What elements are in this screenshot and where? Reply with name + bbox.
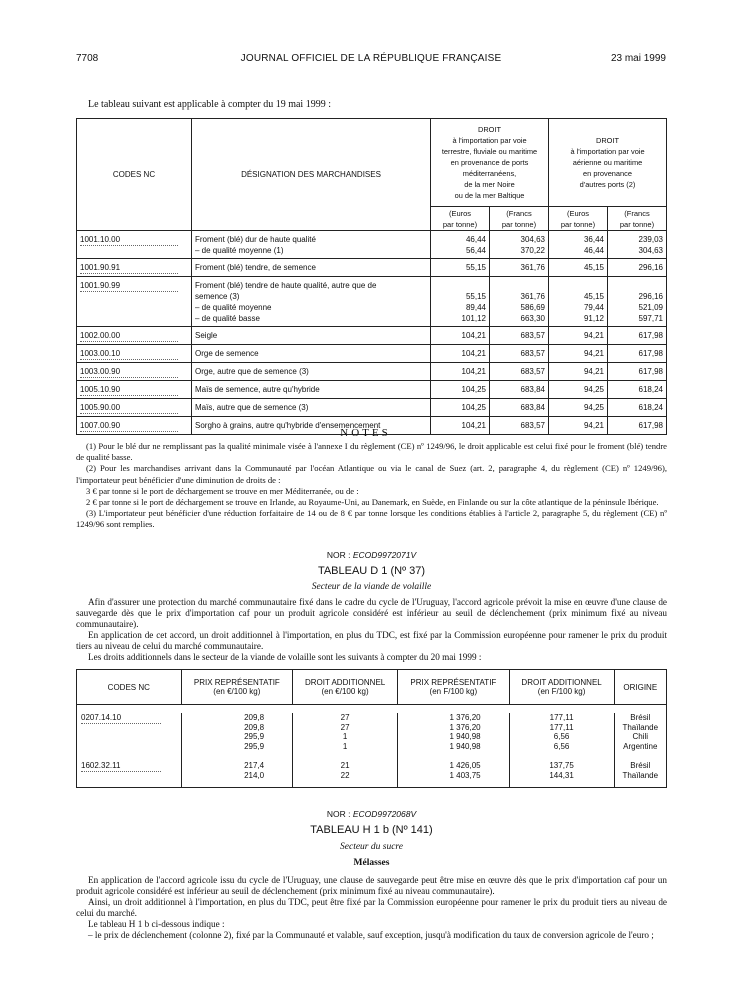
spacer-cell xyxy=(77,705,667,714)
duty-value xyxy=(552,280,604,291)
nc-code: 1005.90.00 xyxy=(80,402,178,414)
duty-eur-a xyxy=(431,399,490,417)
duty-frf-a xyxy=(490,363,549,381)
header-euros-b xyxy=(549,207,608,231)
header-line: DROIT xyxy=(478,125,501,134)
cell-value: 6,56 xyxy=(553,741,570,751)
duty-frf-a xyxy=(490,327,549,345)
duty-value: 101,12 xyxy=(461,314,486,323)
intro-text: Le tableau suivant est applicable à compter du 19 mai 1999 : xyxy=(88,99,331,110)
table-d1-subtitle: Secteur de la viande de volaille xyxy=(311,582,432,592)
duty-value: 104,21 xyxy=(461,421,486,430)
nc-code: 1001.90.99 xyxy=(80,280,178,292)
codes-cell xyxy=(77,381,192,399)
header-line: en provenance xyxy=(583,169,632,178)
nor-label: NOR : xyxy=(326,809,351,819)
codes-cell xyxy=(77,327,192,345)
unit-line: par tonne) xyxy=(501,219,537,229)
codes-cell xyxy=(77,713,182,761)
designation-cell xyxy=(192,363,431,381)
cell-value: Brésil xyxy=(630,761,651,771)
header-line: aérienne ou maritime xyxy=(572,158,643,167)
duty-value: 683,57 xyxy=(520,349,545,358)
duty-value: 683,84 xyxy=(520,403,545,412)
duty-frf-b xyxy=(608,363,667,381)
duty-value: 94,25 xyxy=(583,403,604,412)
table-row xyxy=(77,713,667,761)
cell-value: Argentine xyxy=(623,741,658,751)
duty-value: 296,16 xyxy=(638,292,663,301)
duty-value: 239,03 xyxy=(638,235,663,244)
duty-value: 94,25 xyxy=(583,385,604,394)
notes-block xyxy=(76,441,667,531)
designation-cell xyxy=(192,231,431,259)
nor-reference-d1 xyxy=(76,550,667,560)
paragraph: – le prix de déclenchement (colonne 2), fixé par la Communauté et valable, sauf exception, jusqu'à modification du taux de conversion agricole de l'euro ; xyxy=(88,930,654,940)
duty-value: 521,09 xyxy=(638,303,663,312)
spacer-row xyxy=(77,705,667,714)
header-line: ORIGINE xyxy=(623,682,658,692)
column-header xyxy=(293,670,398,705)
duty-eur-a xyxy=(431,259,490,277)
duty-eur-a xyxy=(431,231,490,259)
header-line: CODES NC xyxy=(107,682,150,692)
duty-value: 618,24 xyxy=(638,385,663,394)
journal-title: JOURNAL OFFICIEL DE LA RÉPUBLIQUE FRANÇAISE xyxy=(240,53,502,64)
poultry-duty-table xyxy=(76,669,667,788)
header-line: méditerranéens, xyxy=(462,169,517,178)
duty-value: 104,21 xyxy=(461,331,486,340)
designation-line: Froment (blé) dur de haute qualité xyxy=(195,235,316,244)
note-paragraph: 3 € par tonne si le port de déchargement se trouve en mer Méditerranée, ou de : xyxy=(86,485,359,496)
duty-frf-b xyxy=(608,231,667,259)
table-d1-title: TABLEAU D 1 (Nº 37) xyxy=(317,565,426,577)
issue-date: 23 mai 1999 xyxy=(610,53,666,64)
duty-value: 104,21 xyxy=(461,349,486,358)
table-row xyxy=(77,231,667,259)
cell-value: 295,9 xyxy=(244,741,265,751)
header-line: de la mer Noire xyxy=(464,180,515,189)
duty-eur-b xyxy=(549,327,608,345)
duty-value: 94,21 xyxy=(583,331,604,340)
header-line: DROIT ADDITIONNEL xyxy=(521,678,602,687)
nc-code: 1003.00.90 xyxy=(80,366,178,378)
cell-droit-frf xyxy=(509,713,614,761)
designation-line: Froment (blé) tendre de haute qualité, autre que de xyxy=(195,281,377,290)
duty-frf-b xyxy=(608,277,667,327)
section-d1-text xyxy=(76,597,667,663)
duty-eur-a xyxy=(431,363,490,381)
cell-origine xyxy=(614,713,666,761)
cell-prix-eur xyxy=(181,713,293,761)
duty-frf-a xyxy=(490,231,549,259)
cell-value: 27 xyxy=(340,713,350,722)
duty-value: 104,21 xyxy=(461,367,486,376)
header-designation: DÉSIGNATION DES MARCHANDISES xyxy=(192,119,431,231)
duty-frf-a xyxy=(490,345,549,363)
unit-line: par tonne) xyxy=(619,219,655,229)
column-header xyxy=(181,670,293,705)
duty-eur-a xyxy=(431,277,490,327)
duty-eur-b xyxy=(549,345,608,363)
cell-prix-frf xyxy=(398,713,510,761)
duty-value: 663,30 xyxy=(520,314,545,323)
codes-cell xyxy=(77,259,192,277)
duty-eur-b xyxy=(549,363,608,381)
paragraph: En application de cet accord, un droit additionnel à l'importation, en plus du TDC, est fixé par la Commission européenne pour ramener le prix du produit tiers au niveau de celui du marché communautaire. xyxy=(76,630,667,651)
cell-value: 295,9 xyxy=(244,732,265,742)
codes-cell xyxy=(77,277,192,327)
header-line: DROIT xyxy=(596,136,619,145)
duty-eur-a xyxy=(431,327,490,345)
cell-value: Chili xyxy=(632,732,649,742)
table-row xyxy=(77,363,667,381)
header-droit-other-ports xyxy=(549,119,667,207)
cell-origine xyxy=(614,761,666,787)
table-row xyxy=(77,259,667,277)
header-line: terrestre, fluviale ou maritime xyxy=(441,147,538,156)
header-line: en provenance de ports xyxy=(450,158,529,167)
duty-value: 45,15 xyxy=(583,292,604,301)
duty-value xyxy=(434,280,486,291)
designation-line: Maïs, autre que de semence (3) xyxy=(195,403,309,412)
nor-reference-h1b xyxy=(76,809,667,819)
table-row xyxy=(77,399,667,417)
unit-line: (Francs xyxy=(624,208,650,218)
duty-value: 304,63 xyxy=(520,235,545,244)
duty-frf-a xyxy=(490,399,549,417)
duty-frf-a xyxy=(490,381,549,399)
duty-frf-b xyxy=(608,259,667,277)
duty-value: 36,44 xyxy=(583,235,604,244)
header-line: à l'importation par voie xyxy=(570,147,645,156)
codes-cell xyxy=(77,363,192,381)
cell-value: 6,56 xyxy=(553,732,570,742)
duty-value: 361,76 xyxy=(520,263,545,272)
codes-cell xyxy=(77,399,192,417)
note-paragraph: (2) Pour les marchandises arrivant dans la Communauté par l'océan Atlantique ou via le canal de Suez (art. 2, paragraphe 4, du règlement (CE) nº 1249/96), l'importateur peut bénéficier d'une diminution de droits de : xyxy=(76,463,667,485)
designation-line: Orge, autre que de semence (3) xyxy=(195,367,309,376)
designation-cell xyxy=(192,345,431,363)
duty-value: 56,44 xyxy=(465,246,486,255)
cell-value: 1 376,20 xyxy=(449,713,481,722)
cell-value: 1 403,75 xyxy=(449,770,481,780)
duty-value: 91,12 xyxy=(583,314,604,323)
duty-value: 104,25 xyxy=(461,385,486,394)
page-number: 7708 xyxy=(76,53,99,64)
duty-value: 597,71 xyxy=(638,314,663,323)
header-line: (en F/100 kg) xyxy=(429,687,478,696)
cell-value: 1 426,05 xyxy=(449,761,481,771)
header-codes-nc: CODES NC xyxy=(77,119,192,231)
duty-frf-b xyxy=(608,345,667,363)
duty-value: 94,21 xyxy=(583,421,604,430)
cell-prix-frf xyxy=(398,761,510,787)
cell-prix-eur xyxy=(181,761,293,787)
duty-value: 361,76 xyxy=(520,292,545,301)
designation-line: Maïs de semence, autre qu'hybride xyxy=(195,385,320,394)
duty-value: 55,15 xyxy=(465,292,486,301)
duty-eur-b xyxy=(549,277,608,327)
nc-code: 1001.10.00 xyxy=(80,234,178,246)
designation-line: Sorgho à grains, autre qu'hybride d'ensemencement xyxy=(195,421,381,430)
duty-value: 617,98 xyxy=(638,349,663,358)
cell-value: Thaïlande xyxy=(622,770,659,780)
cell-value: 1 940,98 xyxy=(449,741,481,751)
header-line: à l'importation par voie xyxy=(452,136,527,145)
duty-value: 79,44 xyxy=(583,303,604,312)
note-paragraph: (3) L'importateur peut bénéficier d'une réduction forfaitaire de 14 ou de 8 € par tonne lorsque les conditions établies à l'article 2, paragraphe 5, du règlement (CE) nº 1249/96 sont remplies. xyxy=(76,508,667,530)
cell-value: 1 940,98 xyxy=(449,732,481,742)
paragraph: Les droits additionnels dans le secteur de la viande de volaille sont les suivants à compter du 20 mai 1999 : xyxy=(88,652,482,662)
designation-line: Orge de semence xyxy=(195,349,259,358)
cell-value: 209,8 xyxy=(244,722,265,732)
duty-value: 617,98 xyxy=(638,331,663,340)
section-h1b-text xyxy=(76,875,667,941)
header-line: (en €/100 kg) xyxy=(213,687,261,696)
duty-frf-b xyxy=(608,399,667,417)
cell-value: Thaïlande xyxy=(622,722,659,732)
duty-eur-b xyxy=(549,381,608,399)
codes-cell xyxy=(77,761,182,787)
duty-value xyxy=(611,280,663,291)
header-line: DROIT ADDITIONNEL xyxy=(304,678,386,687)
cell-value: 214,0 xyxy=(244,770,265,780)
designation-cell xyxy=(192,259,431,277)
nc-code: 1007.00.90 xyxy=(80,420,178,432)
table-h1b-title: TABLEAU H 1 b (Nº 141) xyxy=(310,824,433,836)
cell-droit-frf xyxy=(509,761,614,787)
duty-value: 683,57 xyxy=(520,331,545,340)
nc-code: 1005.10.90 xyxy=(80,384,178,396)
duty-value xyxy=(493,280,545,291)
note-paragraph: 2 € par tonne si le port de déchargement se trouve en Irlande, au Royaume-Uni, au Danemark, en Suède, en Finlande ou sur la côte atlantique de la péninsule Ibérique. xyxy=(86,497,659,508)
cell-value: 21 xyxy=(340,761,350,771)
duty-value: 46,44 xyxy=(465,235,486,244)
unit-line: par tonne) xyxy=(442,219,478,229)
header-line: (en F/100 kg) xyxy=(537,687,586,696)
paragraph: Afin d'assurer une protection du marché communautaire fixé dans le cadre du cycle de l'Uruguay, l'accord agricole prévoit la mise en œuvre d'une clause de sauvegarde dès que le prix d'importation caf pour un produit agricole considéré est inférieur au seuil de déclenchement (prix minimum fixé au niveau communautaire). xyxy=(76,597,667,629)
cell-value: 1 xyxy=(342,741,348,751)
nc-code: 1001.90.91 xyxy=(80,262,178,274)
designation-line: – de qualité moyenne xyxy=(195,303,272,312)
designation-cell xyxy=(192,277,431,327)
nor-code: ECOD9972068V xyxy=(352,809,417,819)
duty-value: 89,44 xyxy=(465,303,486,312)
designation-line: – de qualité moyenne (1) xyxy=(195,246,284,255)
nor-label: NOR : xyxy=(326,550,351,560)
duty-value: 370,22 xyxy=(520,246,545,255)
header-euros-a xyxy=(431,207,490,231)
codes-cell xyxy=(77,231,192,259)
unit-line: (Francs xyxy=(506,208,532,218)
designation-line: Seigle xyxy=(195,331,218,340)
table-row xyxy=(77,345,667,363)
duty-frf-a xyxy=(490,259,549,277)
header-line: (en €/100 kg) xyxy=(321,687,369,696)
duty-frf-b xyxy=(608,381,667,399)
unit-line: (Euros xyxy=(448,208,472,218)
designation-cell xyxy=(192,381,431,399)
nc-code: 1002.00.00 xyxy=(80,330,178,342)
table-row xyxy=(77,277,667,327)
cell-value: 177,11 xyxy=(549,722,574,732)
table-row xyxy=(77,381,667,399)
column-header xyxy=(77,670,182,705)
cell-droit-eur xyxy=(293,761,398,787)
designation-cell xyxy=(192,399,431,417)
duty-value: 94,21 xyxy=(583,367,604,376)
cell-value: Brésil xyxy=(630,713,651,722)
heading-melasses: Mélasses xyxy=(353,858,390,868)
nc-code: 0207.14.10 xyxy=(81,713,161,724)
nc-code: 1602.32.11 xyxy=(81,761,161,772)
table-row xyxy=(77,327,667,345)
paragraph: Le tableau H 1 b ci-dessous indique : xyxy=(88,919,225,929)
notes-title: NOTES xyxy=(340,427,391,439)
header-line: PRIX REPRÉSENTATIF xyxy=(410,678,497,687)
header-francs-b xyxy=(608,207,667,231)
duty-eur-b xyxy=(549,399,608,417)
designation-line: – de qualité basse xyxy=(195,314,260,323)
nc-code: 1003.00.10 xyxy=(80,348,178,360)
wheat-duty-table xyxy=(76,118,667,435)
duty-eur-b xyxy=(549,259,608,277)
paragraph: Ainsi, un droit additionnel à l'importation, en plus du TDC, peut être fixé par la Commission européenne pour ramener le prix du produit tiers au niveau de celui du marché. xyxy=(76,897,667,918)
column-header xyxy=(398,670,510,705)
duty-eur-a xyxy=(431,381,490,399)
duty-value: 304,63 xyxy=(638,246,663,255)
table-row xyxy=(77,761,667,787)
duty-value: 618,24 xyxy=(638,403,663,412)
duty-eur-b xyxy=(549,231,608,259)
page-header xyxy=(76,53,666,67)
table-h1b-subtitle: Secteur du sucre xyxy=(340,842,403,852)
cell-droit-eur xyxy=(293,713,398,761)
duty-value: 683,84 xyxy=(520,385,545,394)
column-header xyxy=(614,670,666,705)
cell-value: 137,75 xyxy=(549,761,574,771)
duty-value: 104,25 xyxy=(461,403,486,412)
duty-value: 45,15 xyxy=(583,263,604,272)
header-francs-a xyxy=(490,207,549,231)
paragraph: En application de l'accord agricole issu du cycle de l'Uruguay, une clause de sauvegarde peut être mise en œuvre dès que le prix d'importation caf pour un produit agricole considéré est inférieur au seuil de déclenchement (prix minimum fixé au niveau communautaire). xyxy=(76,875,667,896)
cell-value: 27 xyxy=(340,722,350,732)
duty-value: 94,21 xyxy=(583,349,604,358)
cell-value: 1 376,20 xyxy=(449,722,481,732)
designation-line: Froment (blé) tendre, de semence xyxy=(195,263,316,272)
duty-frf-a xyxy=(490,277,549,327)
column-header xyxy=(509,670,614,705)
unit-line: (Euros xyxy=(566,208,590,218)
duty-value: 617,98 xyxy=(638,421,663,430)
cell-value: 1 xyxy=(342,732,348,742)
cell-value: 22 xyxy=(340,770,350,780)
unit-line: par tonne) xyxy=(560,219,596,229)
duty-value: 46,44 xyxy=(583,246,604,255)
header-line: PRIX REPRÉSENTATIF xyxy=(193,678,280,687)
duty-eur-a xyxy=(431,345,490,363)
nor-code: ECOD9972071V xyxy=(352,550,417,560)
cell-value: 177,11 xyxy=(549,713,574,722)
note-paragraph: (1) Pour le blé dur ne remplissant pas la qualité minimale visée à l'annexe I du règlement (CE) nº 1249/96, le droit applicable est celui fixé pour le froment (blé) tendre de qualité basse. xyxy=(76,441,667,463)
duty-value: 683,57 xyxy=(520,421,545,430)
duty-value: 55,15 xyxy=(465,263,486,272)
header-line: d'autres ports (2) xyxy=(579,180,636,189)
cell-value: 144,31 xyxy=(549,770,574,780)
duty-value: 296,16 xyxy=(638,263,663,272)
designation-cell xyxy=(192,327,431,345)
duty-value: 617,98 xyxy=(638,367,663,376)
codes-cell xyxy=(77,345,192,363)
cell-value: 217,4 xyxy=(244,761,265,771)
duty-frf-b xyxy=(608,327,667,345)
cell-value: 209,8 xyxy=(244,713,265,722)
duty-value: 683,57 xyxy=(520,367,545,376)
designation-line: semence (3) xyxy=(195,292,240,301)
header-droit-mediterranean xyxy=(431,119,549,207)
header-line: ou de la mer Baltique xyxy=(454,191,525,200)
duty-value: 586,69 xyxy=(520,303,545,312)
